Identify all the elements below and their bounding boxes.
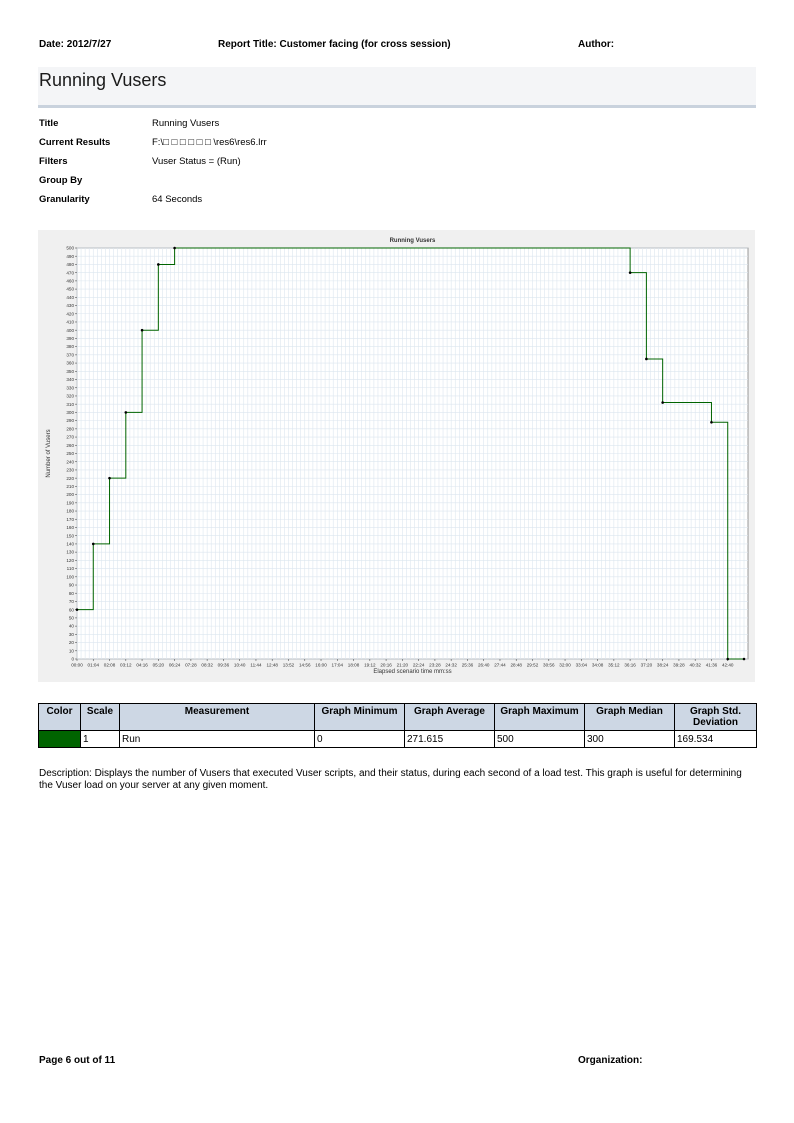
y-tick-label: 120 bbox=[66, 557, 74, 563]
page-title: Running Vusers bbox=[39, 70, 167, 90]
x-tick-label: 34:08 bbox=[591, 662, 604, 668]
y-tick-label: 160 bbox=[66, 525, 74, 531]
y-tick-label: 470 bbox=[66, 270, 74, 276]
y-tick-label: 440 bbox=[66, 294, 74, 300]
running-vusers-chart bbox=[38, 230, 755, 682]
x-tick-label: 05:20 bbox=[152, 662, 165, 668]
y-tick-label: 370 bbox=[66, 352, 74, 358]
data-point bbox=[661, 401, 664, 404]
report-author: Author: bbox=[578, 39, 615, 50]
data-point bbox=[173, 247, 176, 250]
x-tick-label: 35:12 bbox=[608, 662, 620, 668]
x-tick-label: 00:00 bbox=[71, 662, 83, 668]
y-tick-label: 490 bbox=[66, 253, 74, 259]
cell-measurement: Run bbox=[120, 731, 315, 748]
y-tick-label: 60 bbox=[68, 607, 74, 613]
y-tick-label: 500 bbox=[66, 245, 74, 251]
y-tick-label: 270 bbox=[66, 434, 74, 440]
report-title: Report Title: Customer facing (for cross session) bbox=[218, 39, 451, 50]
col-header-std: Graph Std. Deviation bbox=[675, 704, 757, 731]
stats-table bbox=[38, 703, 757, 748]
y-tick-label: 30 bbox=[68, 631, 74, 637]
x-tick-label: 18:08 bbox=[347, 662, 360, 668]
x-tick-label: 24:32 bbox=[445, 662, 457, 668]
meta-value: 64 Seconds bbox=[152, 194, 203, 205]
y-tick-label: 180 bbox=[66, 508, 74, 514]
x-tick-label: 23:28 bbox=[429, 662, 441, 668]
col-header-measurement: Measurement bbox=[120, 704, 315, 731]
description: Description: Displays the number of Vusers that executed Vuser scripts, and their status, during each second of a load test. This graph is useful for determining the Vuser load on your server at any given moment. bbox=[39, 768, 742, 791]
data-point bbox=[710, 421, 713, 424]
x-tick-label: 41:36 bbox=[705, 662, 718, 668]
x-tick-label: 40:32 bbox=[689, 662, 701, 668]
cell-max: 500 bbox=[495, 731, 585, 748]
x-tick-label: 06:24 bbox=[168, 662, 181, 668]
y-tick-label: 230 bbox=[66, 467, 74, 473]
y-tick-label: 280 bbox=[66, 426, 74, 432]
x-tick-label: 21:20 bbox=[396, 662, 409, 668]
col-header-avg: Graph Average bbox=[405, 704, 495, 731]
cell-scale: 1 bbox=[81, 731, 120, 748]
x-tick-label: 01:04 bbox=[87, 662, 100, 668]
x-tick-label: 36:16 bbox=[624, 662, 636, 668]
y-tick-label: 220 bbox=[66, 475, 74, 481]
x-tick-label: 11:44 bbox=[250, 662, 262, 668]
y-tick-label: 290 bbox=[66, 418, 74, 424]
x-tick-label: 37:20 bbox=[640, 662, 653, 668]
meta-key: Title bbox=[39, 118, 59, 129]
stats-header-row bbox=[39, 704, 757, 731]
x-tick-label: 39:28 bbox=[673, 662, 685, 668]
data-point bbox=[726, 658, 729, 661]
y-tick-label: 100 bbox=[66, 574, 74, 580]
y-tick-label: 300 bbox=[66, 410, 74, 415]
x-tick-label: 08:32 bbox=[201, 662, 213, 668]
y-tick-label: 140 bbox=[66, 541, 74, 547]
y-tick-label: 360 bbox=[66, 360, 74, 366]
meta-value: Running Vusers bbox=[152, 118, 220, 129]
x-tick-label: 17:04 bbox=[331, 662, 344, 668]
x-tick-label: 22:24 bbox=[412, 662, 425, 668]
cell-avg: 271.615 bbox=[405, 731, 495, 748]
x-tick-label: 07:28 bbox=[185, 662, 197, 668]
col-header-min: Graph Minimum bbox=[315, 704, 405, 731]
y-tick-label: 330 bbox=[66, 385, 74, 391]
data-point bbox=[629, 271, 632, 274]
y-tick-label: 240 bbox=[66, 459, 74, 465]
x-tick-label: 30:56 bbox=[543, 662, 555, 668]
y-tick-label: 130 bbox=[66, 549, 74, 555]
meta-key: Filters bbox=[39, 156, 68, 167]
cell-min: 0 bbox=[315, 731, 405, 748]
y-tick-label: 420 bbox=[66, 311, 74, 317]
x-tick-label: 33:04 bbox=[575, 662, 588, 668]
x-tick-label: 10:40 bbox=[233, 662, 246, 668]
organization: Organization: bbox=[578, 1055, 643, 1066]
data-point bbox=[92, 543, 95, 546]
y-tick-label: 20 bbox=[68, 640, 74, 646]
x-tick-label: 14:56 bbox=[299, 662, 311, 668]
table-row bbox=[39, 731, 757, 748]
y-tick-label: 350 bbox=[66, 368, 74, 374]
series-color-swatch bbox=[39, 731, 81, 748]
chart-title: Running Vusers bbox=[389, 238, 436, 244]
y-tick-label: 70 bbox=[68, 599, 74, 605]
y-tick-label: 450 bbox=[66, 286, 74, 292]
col-header-median: Graph Median bbox=[585, 704, 675, 731]
y-tick-label: 80 bbox=[68, 590, 74, 596]
x-tick-label: 25:36 bbox=[461, 662, 474, 668]
y-tick-label: 310 bbox=[66, 401, 74, 407]
meta-value: Vuser Status = (Run) bbox=[152, 156, 241, 167]
x-tick-label: 12:48 bbox=[266, 662, 278, 668]
y-tick-label: 200 bbox=[66, 492, 74, 498]
y-tick-label: 10 bbox=[68, 648, 74, 654]
y-tick-label: 260 bbox=[66, 442, 74, 448]
y-axis-label: Number of Vusers bbox=[46, 429, 52, 478]
cell-median: 300 bbox=[585, 731, 675, 748]
y-tick-label: 0 bbox=[71, 656, 74, 662]
y-tick-label: 250 bbox=[66, 451, 74, 457]
data-point bbox=[76, 608, 79, 611]
meta-key: Granularity bbox=[39, 194, 90, 205]
y-tick-label: 410 bbox=[66, 319, 74, 325]
x-tick-label: 03:12 bbox=[120, 662, 132, 668]
x-tick-label: 28:48 bbox=[510, 662, 522, 668]
col-header-max: Graph Maximum bbox=[495, 704, 585, 731]
x-tick-label: 13:52 bbox=[282, 662, 295, 668]
y-tick-label: 210 bbox=[66, 483, 74, 489]
data-point bbox=[157, 263, 160, 266]
y-tick-label: 380 bbox=[66, 344, 74, 350]
cell-std: 169.534 bbox=[675, 731, 757, 748]
y-tick-label: 390 bbox=[66, 336, 74, 342]
y-tick-label: 340 bbox=[66, 377, 74, 383]
x-tick-label: 32:00 bbox=[559, 662, 571, 668]
x-tick-label: 19:12 bbox=[364, 662, 376, 668]
y-tick-label: 170 bbox=[66, 516, 74, 522]
x-axis-label: Elapsed scenario time mm:ss bbox=[373, 669, 452, 675]
x-tick-label: 27:44 bbox=[494, 662, 506, 668]
x-tick-label: 02:08 bbox=[103, 662, 116, 668]
y-tick-label: 50 bbox=[68, 615, 74, 621]
data-point bbox=[645, 358, 648, 361]
y-tick-label: 480 bbox=[66, 262, 74, 268]
x-tick-label: 42:40 bbox=[721, 662, 734, 668]
y-tick-label: 400 bbox=[66, 327, 74, 333]
y-tick-label: 190 bbox=[66, 500, 74, 506]
y-tick-label: 460 bbox=[66, 278, 74, 284]
data-point bbox=[743, 658, 746, 661]
x-tick-label: 38:24 bbox=[656, 662, 669, 668]
x-tick-label: 04:16 bbox=[136, 662, 148, 668]
data-point bbox=[141, 329, 144, 332]
report-date: Date: 2012/7/27 bbox=[39, 39, 112, 50]
data-point bbox=[125, 411, 128, 414]
chart-svg bbox=[38, 230, 755, 682]
x-tick-label: 09:36 bbox=[217, 662, 230, 668]
x-tick-label: 16:00 bbox=[315, 662, 327, 668]
y-tick-label: 150 bbox=[66, 533, 74, 539]
col-header-color: Color bbox=[39, 704, 81, 731]
meta-key: Current Results bbox=[39, 137, 111, 148]
x-tick-label: 20:16 bbox=[380, 662, 392, 668]
x-tick-label: 26:40 bbox=[477, 662, 490, 668]
x-tick-label: 29:52 bbox=[526, 662, 539, 668]
col-header-scale: Scale bbox=[81, 704, 120, 731]
data-point bbox=[108, 477, 111, 480]
page-title-band bbox=[38, 67, 756, 108]
meta-value: F:\□ □ □ □ □ □ \res6\res6.lrr bbox=[152, 137, 267, 148]
meta-key: Group By bbox=[39, 175, 83, 186]
y-tick-label: 110 bbox=[66, 566, 74, 572]
y-tick-label: 40 bbox=[68, 623, 74, 629]
y-tick-label: 430 bbox=[66, 303, 74, 309]
y-tick-label: 90 bbox=[68, 582, 74, 588]
y-tick-label: 320 bbox=[66, 393, 74, 399]
page-number: Page 6 out of 11 bbox=[39, 1055, 116, 1066]
